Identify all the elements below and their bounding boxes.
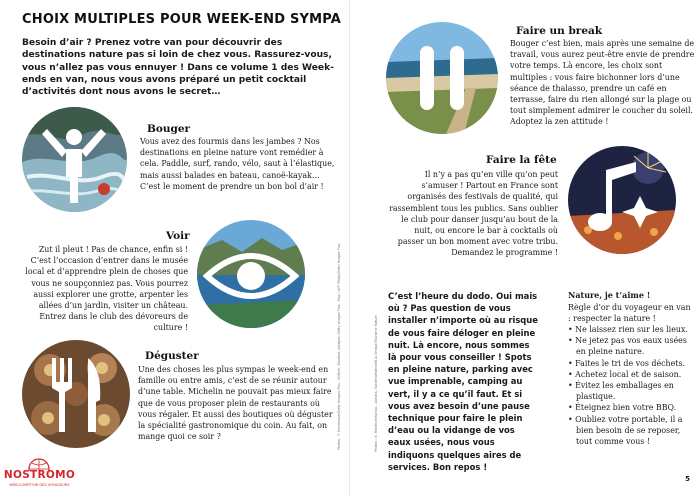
intro-paragraph: Besoin d’air ? Prenez votre van pour découvrir des destinations nature pas si loin de chez vous. Rassurez-vous, vous n’allez pas vous ennuyer ! Dans ce volume 1 des Week-ends en van, nous vous avons préparé un petit cocktail d’activités dont nous avons le secret… (22, 38, 334, 98)
section-text-deguster: Une des choses les plus sympas le week-end en famille ou entre amis, c’est de se réunir autour d’une table. Michelin ne pouvait pas mieux faire que de vous proposer plein de restaurants où vous régaler. Et aussi des boutiques où déguster la spécialité gastronomique du coin. Au fait, on mange quoi ce soir ? (138, 365, 333, 442)
deguster-photo (22, 340, 130, 448)
nostromo-logo (2, 457, 77, 493)
list-item: • Achetez local et de saison. (568, 369, 698, 380)
section-heading-deguster: Déguster (145, 350, 199, 362)
dodo-paragraph: C’est l’heure du dodo. Oui mais où ? Pas question de vous installer n’importe où au risque de vous faire déloger en pleine nuit. Là encore, nous sommes là pour vous conseiller ! Spots en pleine nature, parking avec vue imprenable, camping au vert, il y a ce qu’il faut. Et si vous avez besoin d’une pause technique pour faire le plein d’eau ou la vidange de vos eaux usées, nous vous indiquons quelques aires de services. Bon repos ! (388, 291, 538, 472)
nature-intro: Règle d’or du voyageur en van : respecter la nature ! (568, 303, 691, 324)
logo-name: NOSTROMO (3, 469, 76, 481)
section-text-fete: Il n’y a pas qu’en ville qu’on peut s’amuser ! Partout en France sont organisés des festivals de qualité, qui rassemblent tous les publics. Sans oublier le club pour danser jusqu’au bout de la nuit, ou encore le bar à cocktails où passer un bon moment avec votre tribu. Demandez le programme ! (389, 170, 558, 258)
list-item: • Ne laissez rien sur les lieux. (568, 324, 698, 335)
voir-photo (197, 220, 305, 328)
section-text-voir: Zut il pleut ! Pas de chance, enfin si ! C’est l’occasion d’entrer dans le musée local et d’apprendre plein de choses que vous ne soupçonniez pas. Vous pourrez aussi explorer une grotte, arpenter les allées d’un jardin, visiter un château. Entrez dans le club des dévoreurs de culture ! (25, 245, 188, 333)
fete-photo (568, 146, 676, 254)
section-heading-voir: Voir (166, 230, 190, 242)
page-number: 5 (685, 475, 690, 483)
list-item: • Oubliez votre portable, il a bien besoin de se reposer, tout comme vous ! (568, 414, 698, 448)
list-item: • Éteignez bien votre BBQ. (568, 402, 698, 413)
right-page (350, 0, 700, 495)
page-title: CHOIX MULTIPLES POUR WEEK-END SYMPA (22, 12, 342, 27)
section-heading-break: Faire un break (516, 25, 603, 37)
logo-subtitle: WEB-COMPTOIR DES VOYAGEURS (9, 483, 70, 487)
list-item: • Ne jetez pas vos eaux usées en pleine nature. (568, 335, 698, 357)
section-heading-fete: Faire la fête (486, 154, 557, 166)
bouger-photo (22, 107, 127, 212)
list-item: • Faites le tri de vos déchets. (568, 358, 698, 369)
list-item: • Évitez les emballages en plastique. (568, 380, 698, 402)
photo-credit-right: Photos : B. Marie/ventura/A - Alchina, Sandri/Westend61/A /Image/Tourisme Nature (374, 315, 378, 452)
section-heading-bouger: Bouger (147, 123, 191, 135)
section-text-break: Bouger c’est bien, mais après une semaine de travail, vous aurez peut-être envie de prendre votre temps. Là encore, les choix sont multiples : vous faire bichonner lors d’une séance de thalasso, prendre un café en terrasse, faire du rien allongé sur la plage ou tout simplement admirer le coucher du soleil. Adoptez la zen attitude ! (510, 39, 695, 127)
nature-tips-list (568, 324, 698, 447)
section-text-bouger: Vous avez des fourmis dans les jambes ? Nos destinations en pleine nature vont remédier à cela. Paddle, surf, rando, vélo, saut à l’élastique, mais aussi balades en bateau, canoë-kayak… C’est le moment de prendre un bon bol d’air ! (140, 137, 335, 191)
break-photo (386, 22, 498, 134)
nature-title: Nature, je t’aime ! (568, 290, 651, 300)
photo-credit-left: Photos : P. Dominique/Getty Images Plus - ROBcm, Stocktar, Jultapes, Getty Images Plus - Max / AFP Photo/Getty Images Plus (337, 243, 341, 450)
